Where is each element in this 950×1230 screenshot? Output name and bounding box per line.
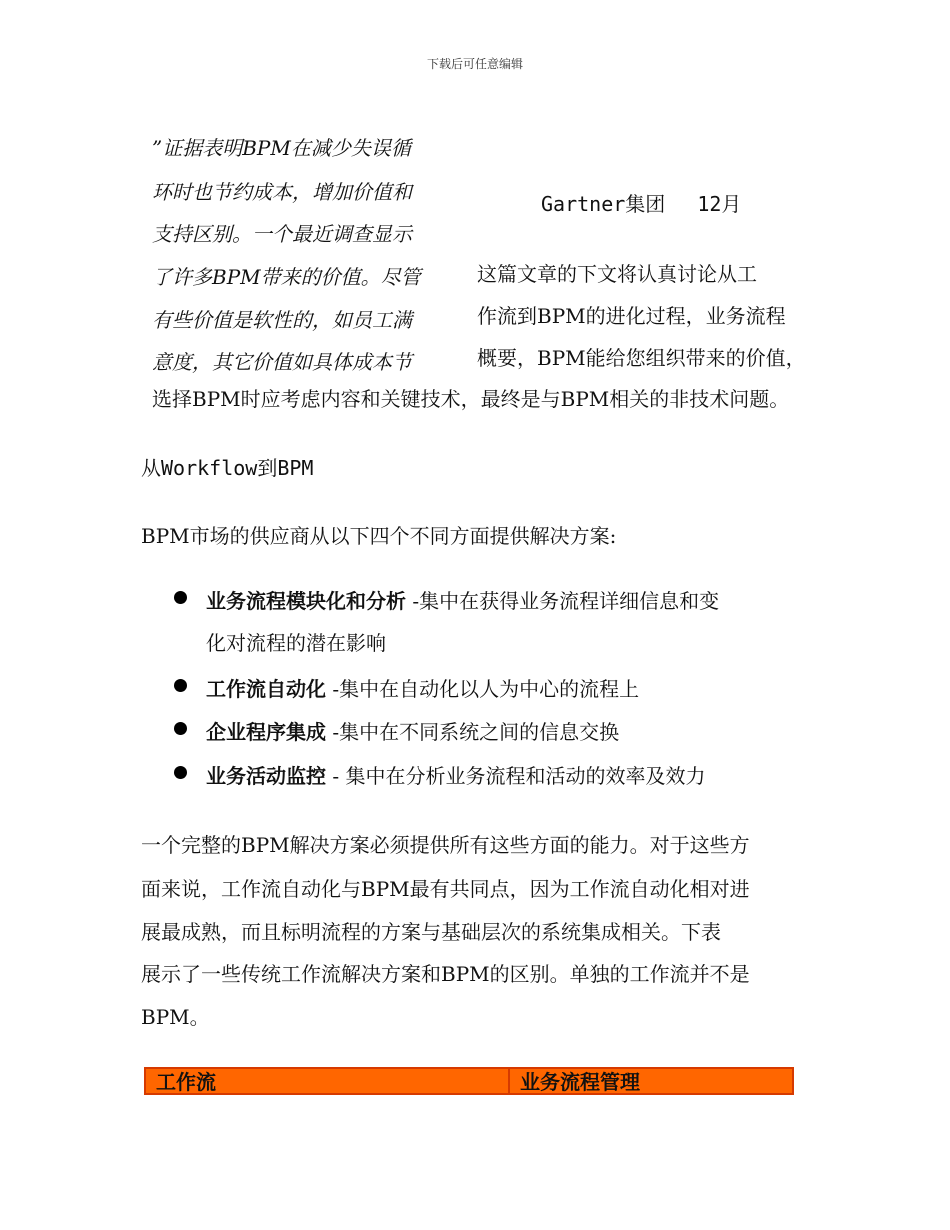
bullet-title: 业务流程模块化和分析 [206, 589, 406, 613]
list-item [206, 716, 619, 745]
text-line: 一个完整的BPM解决方案必须提供所有这些方面的能力。对于这些方 [141, 833, 750, 857]
text-line: 这篇文章的下文将认真讨论从工 [477, 262, 757, 286]
bullet-desc: - 集中在分析业务流程和活动的效率及效力 [326, 764, 706, 788]
bullet-title: 工作流自动化 [206, 677, 326, 701]
intro-paragraph: BPM市场的供应商从以下四个不同方面提供解决方案: [141, 524, 617, 548]
bullet-icon [174, 591, 187, 604]
bullet-desc: -集中在自动化以人为中心的流程上 [326, 677, 640, 701]
quote-line: 有些价值是软性的，如员工满 [152, 308, 412, 332]
quote-line: 意度，其它价值如具体成本节 [152, 350, 412, 374]
table-header-cell: 业务流程管理 [520, 1070, 640, 1094]
text-line: 选择BPM时应考虑内容和关键技术，最终是与BPM相关的非技术问题。 [152, 387, 790, 411]
table-header-cell: 工作流 [146, 1069, 510, 1093]
text-line: 展示了一些传统工作流解决方案和BPM的区别。单独的工作流并不是 [141, 962, 750, 986]
text-line: 作流到BPM的进化过程，业务流程 [477, 304, 786, 328]
quote-line: ”证据表明BPM在减少失误循 [152, 136, 411, 160]
bullet-title: 企业程序集成 [206, 720, 326, 744]
quote-line: 环时也节约成本，增加价值和 [152, 180, 412, 204]
list-item [206, 585, 719, 614]
quote-line: 了许多BPM带来的价值。尽管 [152, 265, 421, 289]
list-item-continuation: 化对流程的潜在影响 [206, 631, 386, 655]
text-line: 面来说，工作流自动化与BPM最有共同点，因为工作流自动化相对进 [141, 877, 750, 901]
text-line: BPM。 [141, 1005, 210, 1029]
section-heading: 从Workflow到BPM [141, 456, 314, 480]
bullet-icon [174, 679, 187, 692]
bullet-desc: -集中在不同系统之间的信息交换 [326, 720, 620, 744]
quote-line: 支持区别。一个最近调查显示 [152, 222, 412, 246]
quote-source: Gartner集团 12月 [541, 192, 742, 216]
text-line: 展最成熟，而且标明流程的方案与基础层次的系统集成相关。下表 [141, 920, 721, 944]
bullet-icon [174, 722, 187, 735]
page-header: 下载后可任意编辑 [426, 57, 523, 71]
text-line: 概要，BPM能给您组织带来的价值， [477, 346, 806, 370]
bullet-title: 业务活动监控 [206, 764, 326, 788]
list-item [206, 673, 639, 702]
bullet-icon [174, 766, 187, 779]
comparison-table-header [144, 1067, 794, 1095]
bullet-desc: -集中在获得业务流程详细信息和变 [406, 589, 720, 613]
list-item [206, 760, 705, 789]
